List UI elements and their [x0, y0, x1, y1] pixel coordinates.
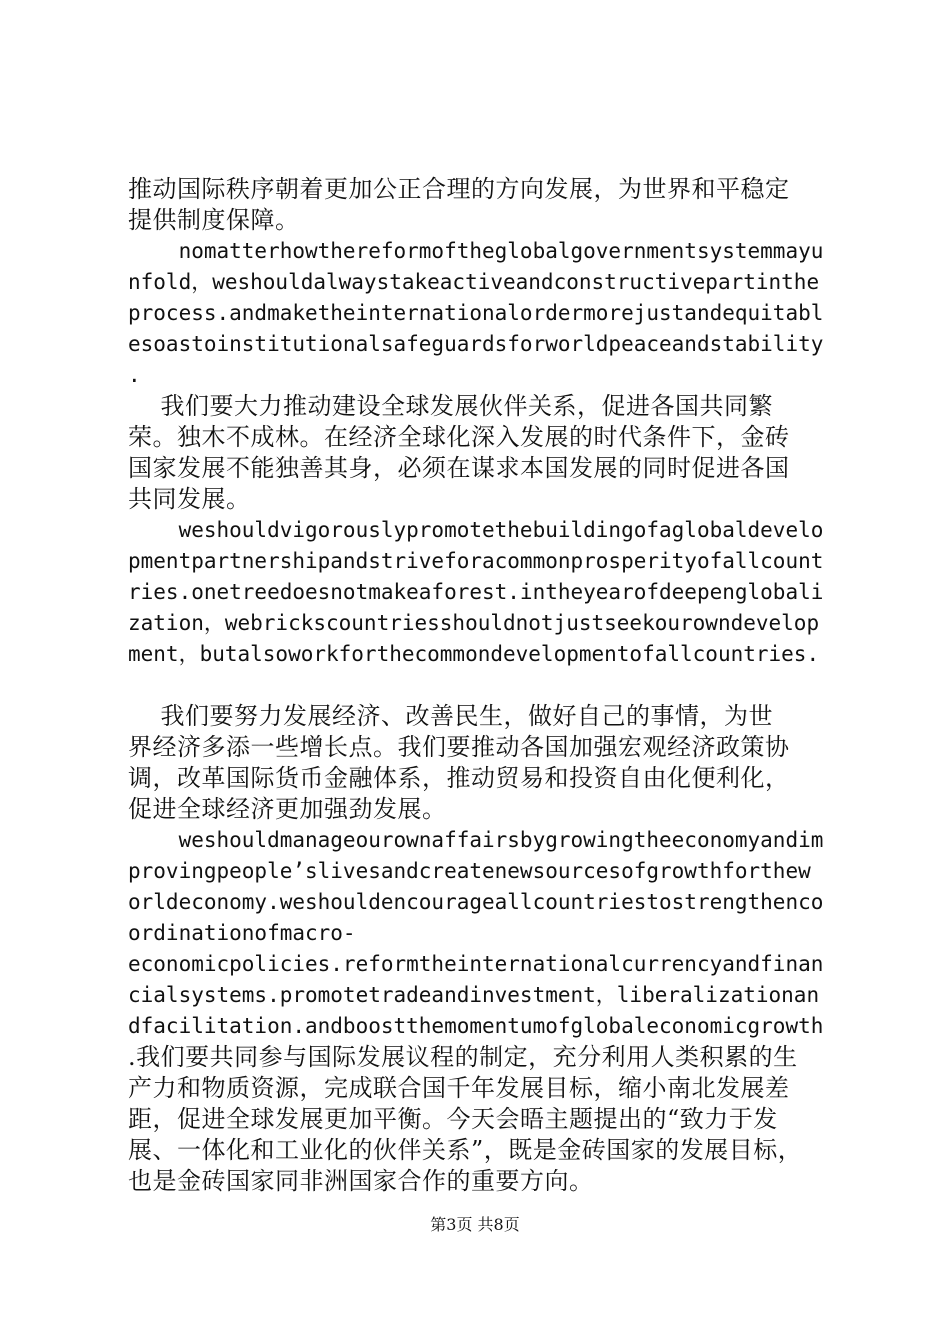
text-line: 促进全球经济更加强劲发展。	[128, 795, 447, 823]
text-line: esoastoinstitutionalsafeguardsforworldpeaceandstability	[128, 332, 824, 356]
text-line: nomatterhowthereformoftheglobalgovernmentsystemmayu	[128, 239, 824, 263]
text-line: 推动国际秩序朝着更加公正合理的方向发展，为世界和平稳定	[128, 175, 790, 203]
text-line: ordinationofmacro-	[128, 921, 356, 945]
text-line: .	[128, 363, 141, 387]
text-line: 提供制度保障。	[128, 206, 300, 234]
text-line: orldeconomy.weshouldencourageallcountriestostrengthenco	[128, 890, 824, 914]
text-line: 我们要努力发展经济、改善民生，做好自己的事情，为世	[128, 702, 774, 730]
text-line: 也是金砖国家同非洲国家合作的重要方向。	[128, 1167, 594, 1195]
text-line: .我们要共同参与国际发展议程的制定，充分利用人类积累的生	[128, 1043, 798, 1071]
text-line: 共同发展。	[128, 485, 251, 513]
text-line: 国家发展不能独善其身，必须在谋求本国发展的同时促进各国	[128, 454, 790, 482]
text-line: provingpeople’slivesandcreatenewsourcesofgrowthforthew	[128, 859, 811, 883]
text-line: weshouldmanageourownaffairsbygrowingtheeconomyandim	[128, 828, 824, 852]
text-line: 产力和物质资源，完成联合国千年发展目标，缩小南北发展差	[128, 1074, 790, 1102]
text-line: economicpolicies.reformtheinternationalcurrencyandfinan	[128, 952, 824, 976]
text-line: 荣。独木不成林。在经济全球化深入发展的时代条件下，金砖	[128, 423, 790, 451]
text-line: ment，butalsoworkforthecommondevelopmentofallcountries.	[128, 642, 820, 666]
text-line: pmentpartnershipandstriveforacommonprosperityofallcount	[128, 549, 824, 573]
text-line: 调，改革国际货币金融体系，推动贸易和投资自由化便利化，	[128, 764, 790, 792]
text-line: 我们要大力推动建设全球发展伙伴关系，促进各国共同繁	[128, 392, 774, 420]
blank-line	[128, 670, 832, 701]
page-footer: 第3页 共8页	[430, 1215, 520, 1234]
text-line: 展、一体化和工业化的伙伴关系”，既是金砖国家的发展目标，	[128, 1136, 803, 1164]
document-body	[128, 174, 832, 1197]
text-line: 界经济多添一些增长点。我们要推动各国加强宏观经济政策协	[128, 733, 790, 761]
text-line: weshouldvigorouslypromotethebuildingofaglobaldevelo	[128, 518, 824, 542]
text-line: process.andmaketheinternationalordermorejustandequitabl	[128, 301, 824, 325]
text-line: 距，促进全球发展更加平衡。今天会晤主题提出的“致力于发	[128, 1105, 778, 1133]
text-line: zation，webrickscountriesshouldnotjustseekourowndevelop	[128, 611, 820, 635]
text-line: dfacilitation.andboostthemomentumofglobaleconomicgrowth	[128, 1014, 824, 1038]
text-line: cialsystems.promotetradeandinvestment，liberalizationan	[128, 983, 820, 1007]
text-line: ries.onetreedoesnotmakeaforest.intheyearofdeepenglobali	[128, 580, 824, 604]
text-line: nfold，weshouldalwaystakeactiveandconstructivepartinthe	[128, 270, 820, 294]
